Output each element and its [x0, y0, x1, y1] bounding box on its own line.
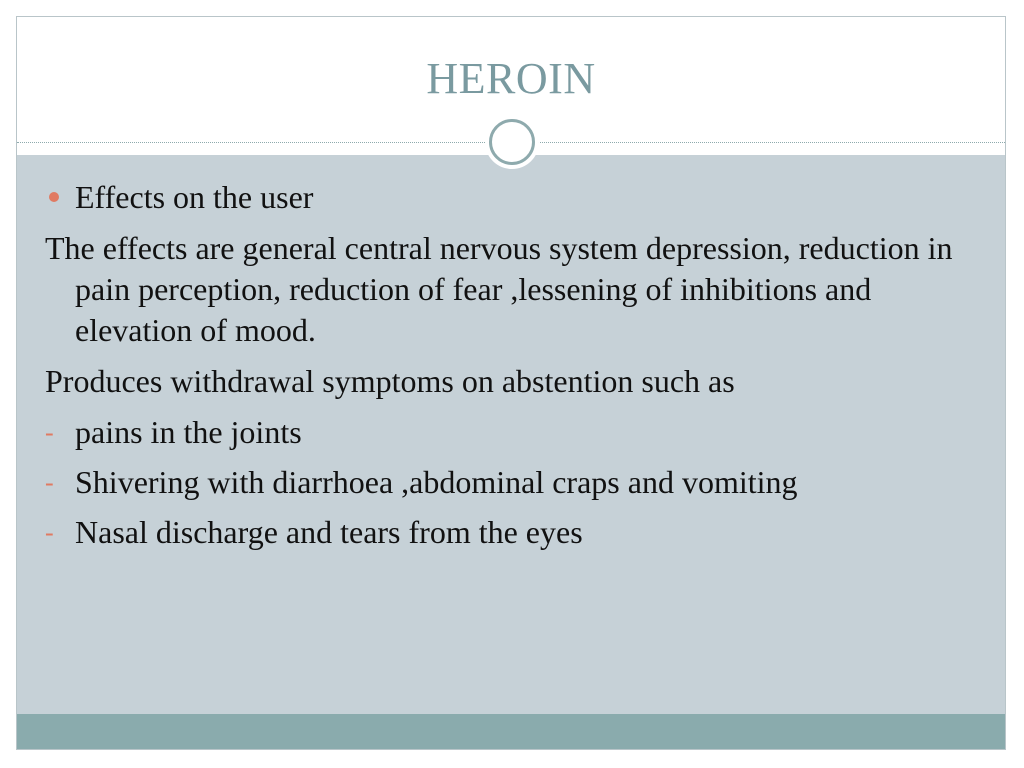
slide [16, 16, 1006, 750]
dash-item-text: Nasal discharge and tears from the eyes [75, 514, 583, 550]
bullet-text: Effects on the user [75, 179, 314, 215]
bullet-dot-icon [49, 192, 59, 202]
slide-body [17, 177, 1005, 562]
paragraph-effects: The effects are general central nervous system depression, reduction in pain perception, reduction of fear ,lessening of inhibitions and elevation of mood. [45, 230, 953, 348]
slide-title: HEROIN [426, 54, 596, 103]
dash-item [17, 512, 981, 553]
paragraph-withdrawal: Produces withdrawal symptoms on abstention such as [45, 363, 735, 399]
dash-item [17, 412, 981, 453]
circle-ornament-icon [485, 115, 539, 169]
ornament-ring [489, 119, 535, 165]
dash-marker-icon: - [45, 418, 54, 447]
footer-band [17, 714, 1005, 749]
dash-item-text: pains in the joints [75, 414, 302, 450]
dash-marker-icon: - [45, 518, 54, 547]
dash-item [17, 462, 981, 503]
bullet-item [17, 177, 1005, 218]
dash-marker-icon: - [45, 468, 54, 497]
dash-item-text: Shivering with diarrhoea ,abdominal craps and vomiting [75, 464, 798, 500]
